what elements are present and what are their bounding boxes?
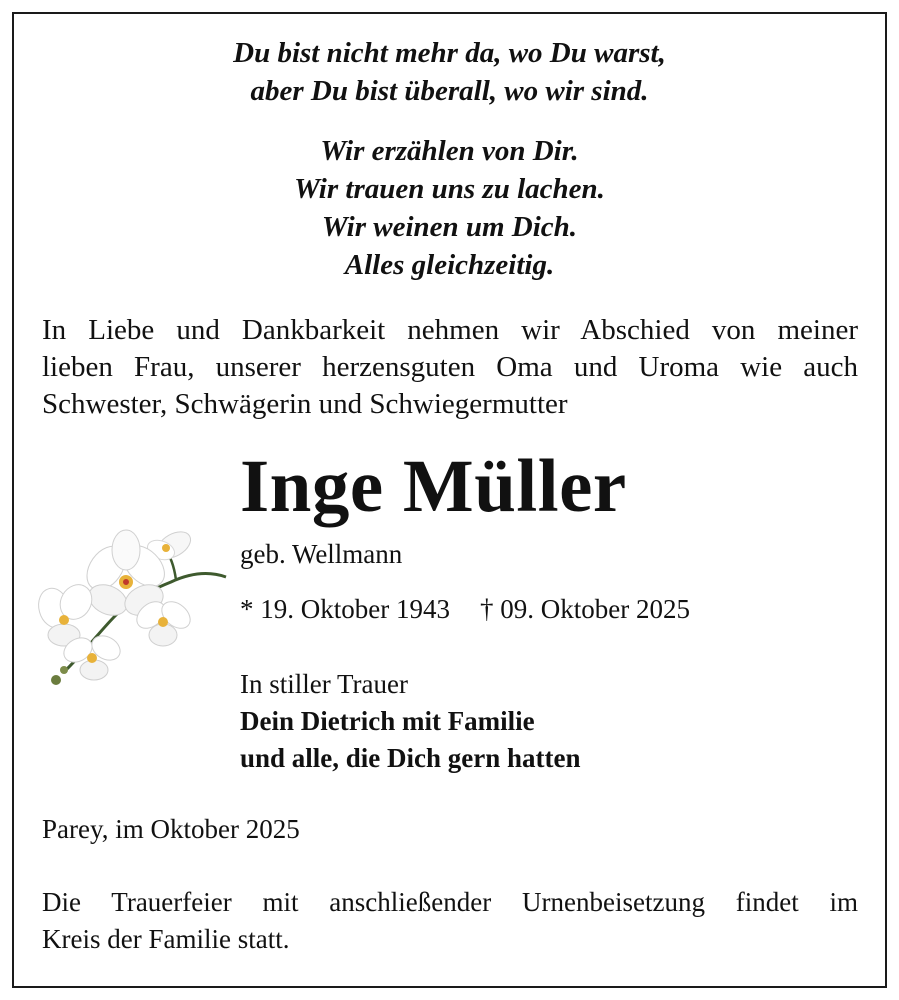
ceremony-line: Kreis der Familie statt.: [42, 924, 290, 954]
deceased-name: Inge Müller: [240, 445, 627, 528]
motto-stanza-1: [0, 34, 899, 110]
motto-line: Wir erzählen von Dir.: [320, 135, 579, 167]
intro-line: lieben Frau, unserer herzensguten Oma und Uroma wie auch: [42, 351, 858, 383]
intro-line: Schwester, Schwägerin und Schwiegermutter: [42, 388, 568, 420]
motto-line: Wir trauen uns zu lachen.: [294, 173, 605, 205]
intro-line: In Liebe und Dankbarkeit nehmen wir Abschied von meiner: [42, 314, 858, 346]
life-dates: [240, 592, 690, 626]
motto-line: Du bist nicht mehr da, wo Du warst,: [233, 37, 666, 69]
birth-date: * 19. Oktober 1943: [240, 594, 450, 624]
motto-line: Wir weinen um Dich.: [321, 211, 578, 243]
motto-line: Alles gleichzeitig.: [344, 249, 555, 281]
death-date: † 09. Oktober 2025: [479, 594, 690, 624]
motto-stanza-2: [0, 132, 899, 284]
mourners-block: [240, 666, 581, 777]
intro-paragraph: [42, 312, 858, 423]
mourners-line: Dein Dietrich mit Familie: [240, 706, 535, 736]
birth-name: geb. Wellmann: [240, 539, 403, 569]
orchid-icon: [36, 520, 236, 690]
mourners-intro: In stiller Trauer: [240, 669, 408, 699]
mourners-line: und alle, die Dich gern hatten: [240, 743, 581, 773]
ceremony-notice: [42, 884, 858, 958]
motto-line: aber Du bist überall, wo wir sind.: [250, 75, 649, 107]
place-date: Parey, im Oktober 2025: [42, 814, 300, 844]
ceremony-line: Die Trauerfeier mit anschließender Urnenbeisetzung findet im: [42, 887, 858, 917]
